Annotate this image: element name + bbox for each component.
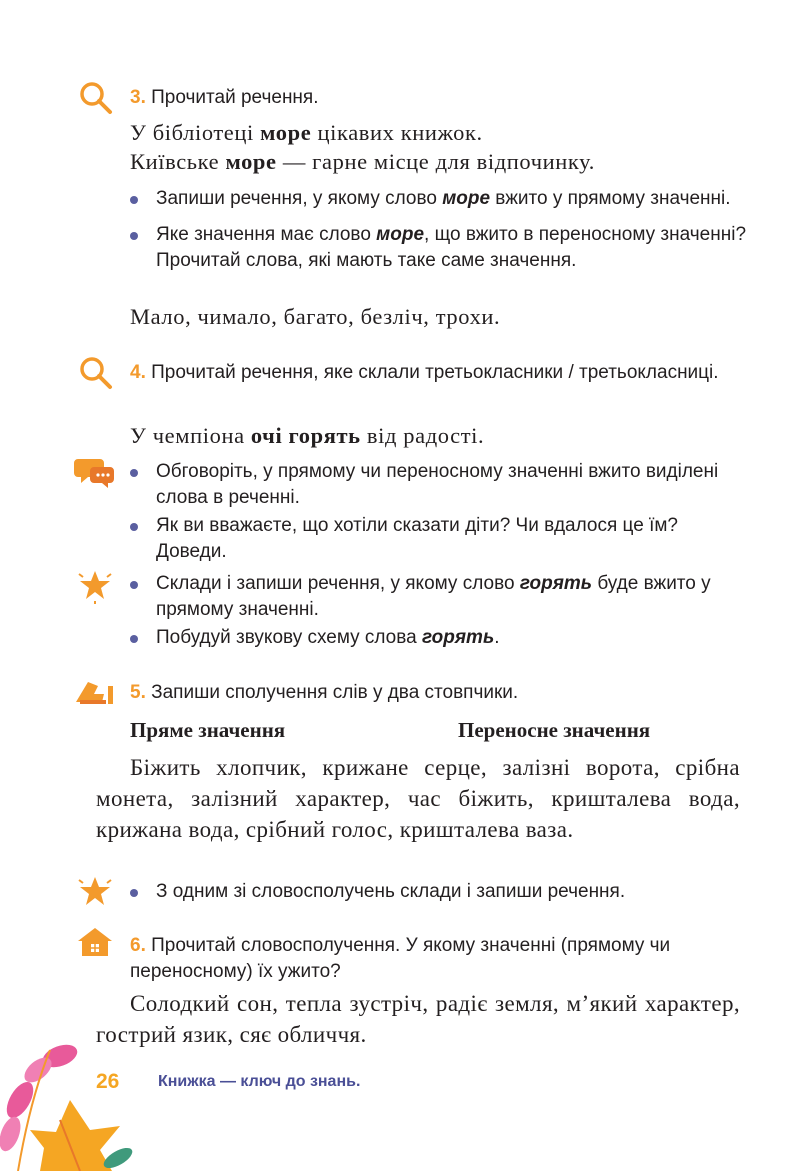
task-number: 5. <box>130 682 146 703</box>
list-item <box>130 186 750 212</box>
highlighted-word: море <box>260 120 312 145</box>
page-number: 26 <box>96 1070 120 1093</box>
home-icon <box>76 926 114 958</box>
writing-hand-icon <box>74 676 118 706</box>
list-item <box>130 625 750 651</box>
highlighted-word: море <box>442 188 491 209</box>
task-5-bullets <box>130 879 750 907</box>
sentence <box>130 423 484 449</box>
instruction-text: Прочитай речення. <box>151 87 319 108</box>
list-item <box>130 222 750 274</box>
word-combinations: Солодкий сон, тепла зустріч, радіє земля, м’який характер, гострий язик, сяє обличчя. <box>96 991 740 1047</box>
text: цікавих книжок. <box>311 120 483 145</box>
text: Запиши речення, у якому слово <box>156 188 443 209</box>
instruction-text: Прочитай словосполучення. У якому значенні (прямому чи переносному) їх ужито? <box>130 935 671 982</box>
task-6-instruction <box>130 933 742 985</box>
task-4-star-bullets <box>130 571 750 653</box>
task-3-instruction <box>130 85 750 111</box>
text: Склади і запиши речення, у якому слово <box>156 573 520 594</box>
text: Побудуй звукову схему слова <box>156 627 422 648</box>
text: У чемпіона <box>130 423 251 448</box>
autumn-leaves-decoration <box>0 1030 140 1171</box>
list-item <box>130 571 750 623</box>
word-combinations: Біжить хлопчик, крижане серце, залізні ворота, срібна монета, залізний характер, час біжить, кришталева вода, крижана вода, срібний голос, кришталева ваза. <box>96 755 740 842</box>
text: вжито у прямому значенні. <box>490 188 731 209</box>
text: буде вжито у прямому значенні. <box>156 573 711 620</box>
task-4-discussion-bullets <box>130 459 750 567</box>
task-number: 4. <box>130 362 146 383</box>
text: . <box>494 627 500 648</box>
task-number: 6. <box>130 935 146 956</box>
magnifier-icon <box>78 80 114 116</box>
column-header-figurative: Переносне значення <box>458 718 651 742</box>
word-list: Мало, чимало, багато, безліч, трохи. <box>130 304 501 329</box>
column-header-direct: Пряме значення <box>130 718 286 742</box>
star-icon <box>77 568 113 604</box>
text: Київське <box>130 149 226 174</box>
sentence-2 <box>130 149 595 175</box>
highlighted-word: море <box>376 224 425 245</box>
text: — гарне місце для відпочинку. <box>276 149 595 174</box>
task-5-instruction <box>130 680 750 706</box>
magnifier-icon <box>78 355 114 391</box>
highlighted-word: море <box>225 149 277 174</box>
highlighted-words: очі горять <box>250 423 361 448</box>
instruction-text: Прочитай речення, яке склали третьокласники / третьокласниці. <box>151 362 719 383</box>
list-item: Як ви вважаєте, що хотіли сказати діти? Чи вдалося це їм? Доведи. <box>130 513 750 565</box>
text: Яке значення має слово <box>156 224 377 245</box>
sentence-1 <box>130 120 483 146</box>
discussion-icon <box>74 455 116 489</box>
task-3-bullets <box>130 186 750 276</box>
text: від радості. <box>360 423 485 448</box>
highlighted-word: горять <box>519 573 593 594</box>
list-item: Обговоріть, у прямому чи переносному значенні вжито виділені слова в реченні. <box>130 459 750 511</box>
text: , що вжито в переносному значенні? Прочитай слова, які мають таке саме значення. <box>156 224 747 271</box>
text: У бібліотеці <box>130 120 261 145</box>
running-footer-title: Книжка — ключ до знань. <box>158 1073 361 1090</box>
list-item: З одним зі словосполучень склади і запиши речення. <box>130 879 750 905</box>
star-icon <box>77 874 113 910</box>
task-4-instruction <box>130 360 750 386</box>
instruction-text: Запиши сполучення слів у два стовпчики. <box>151 682 519 703</box>
highlighted-word: горять <box>421 627 495 648</box>
task-number: 3. <box>130 87 146 108</box>
